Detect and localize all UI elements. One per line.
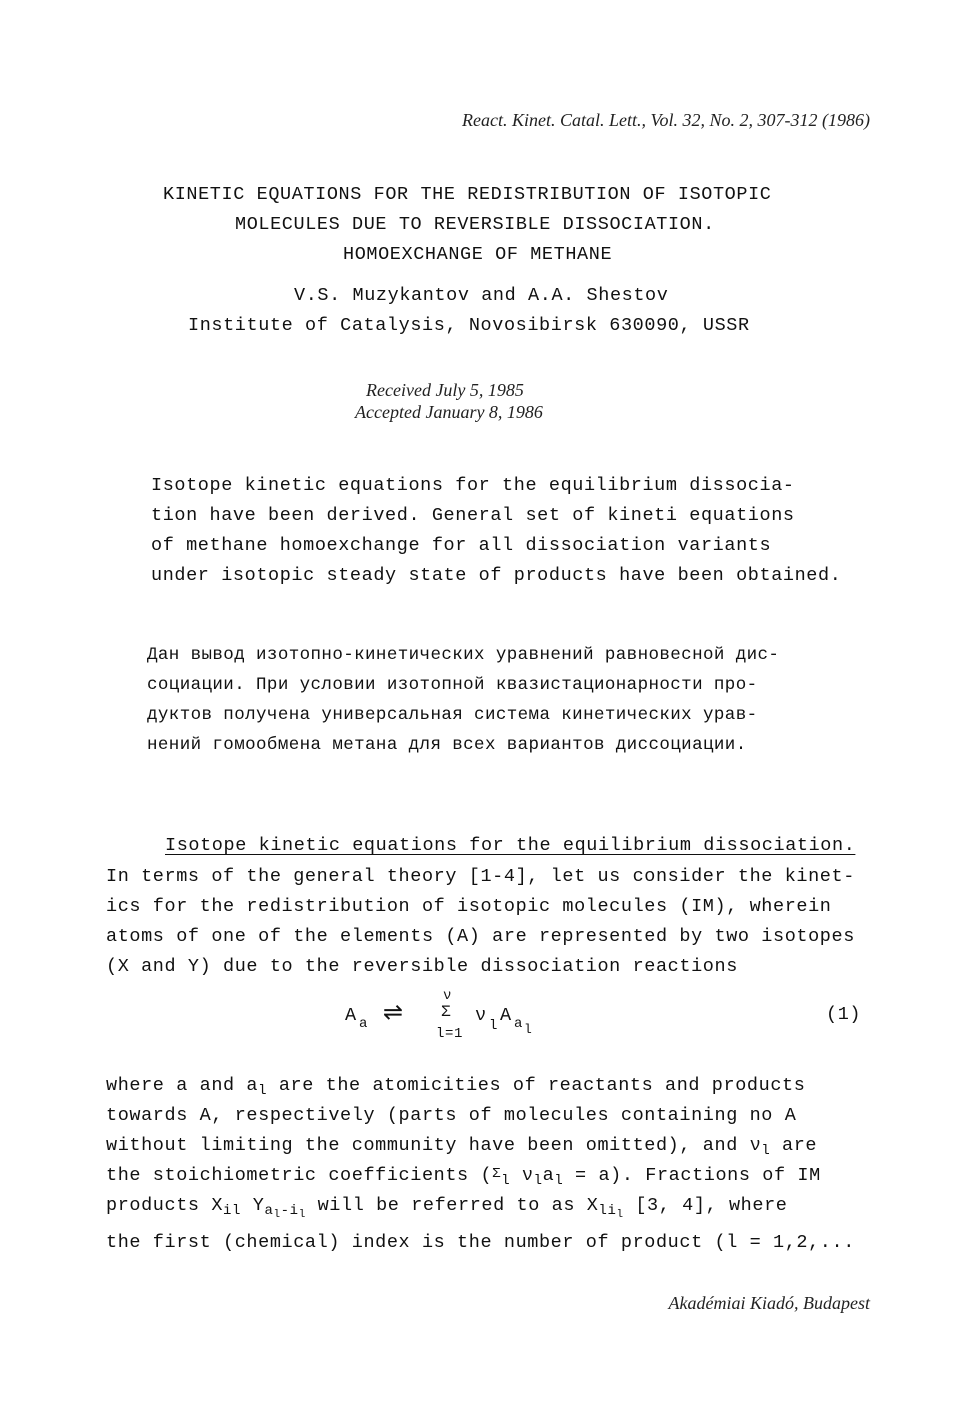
text: ν xyxy=(510,1165,534,1186)
eq-lhs: A xyxy=(345,1005,357,1026)
text: Y xyxy=(241,1195,265,1216)
text: where a and a xyxy=(106,1075,259,1096)
body-line-2: ics for the redistribution of isotopic molecules (IM), wherein xyxy=(106,896,832,917)
subscript: l xyxy=(258,1083,268,1099)
subscript xyxy=(264,1203,305,1219)
eq-coef: ν xyxy=(475,1005,487,1026)
eq-sum-top: ν xyxy=(443,988,453,1004)
subscript-part: l xyxy=(616,1209,624,1221)
title-line-1: KINETIC EQUATIONS FOR THE REDISTRIBUTION OF ISOTOPIC xyxy=(163,184,772,205)
accepted-date: Accepted January 8, 1986 xyxy=(355,402,543,422)
abstract-ru-line-2: социации. При условии изотопной квазистационарности про- xyxy=(147,675,758,695)
text: a xyxy=(542,1165,555,1186)
affiliation: Institute of Catalysis, Novosibirsk 630090, USSR xyxy=(188,315,750,336)
title-line-3: HOMOEXCHANGE OF METHANE xyxy=(343,244,613,265)
subscript: l xyxy=(533,1173,543,1189)
text: without limiting the community have been omitted), and ν xyxy=(106,1135,762,1156)
subscript xyxy=(598,1203,623,1219)
subscript-part: a xyxy=(264,1203,274,1219)
body-line-1: In terms of the general theory [1-4], let us consider the kinet- xyxy=(106,866,855,887)
abstract-en-line-3: of methane homoexchange for all dissociation variants xyxy=(151,535,772,556)
abstract-en-line-4: under isotopic steady state of products have been obtained. xyxy=(151,565,842,586)
text: products X xyxy=(106,1195,224,1216)
abstract-en-line-2: tion have been derived. General set of kineti equations xyxy=(151,505,795,526)
subscript: l xyxy=(501,1173,511,1189)
received-date: Received July 5, 1985 xyxy=(366,380,524,400)
subscript-part: l xyxy=(273,1209,281,1221)
abstract-ru-line-4: нений гомообмена метана для всех вариантов диссоциации. xyxy=(147,735,747,755)
eq-lhs-sub: a xyxy=(359,1016,369,1032)
journal-citation: React. Kinet. Catal. Lett., Vol. 32, No. 2, 307-312 (1986) xyxy=(462,110,870,130)
title-line-2: MOLECULES DUE TO REVERSIBLE DISSOCIATION. xyxy=(235,214,715,235)
subscript-part: -i xyxy=(280,1203,299,1219)
text: = a). Fractions of IM xyxy=(563,1165,821,1186)
text: will be referred to as X xyxy=(305,1195,599,1216)
eq-rhs-sub: a xyxy=(514,1016,524,1032)
eq-coef-sub: l xyxy=(489,1018,499,1034)
publisher: Akadémiai Kiadó, Budapest xyxy=(668,1293,870,1313)
subscript: l xyxy=(761,1143,771,1159)
abstract-ru-line-1: Дан вывод изотопно-кинетических уравнений равновесной дис- xyxy=(147,645,780,665)
eq-rhs-subsub: l xyxy=(524,1022,533,1037)
body-line-3: atoms of one of the elements (A) are represented by two isotopes xyxy=(106,926,855,947)
body-after-line-4 xyxy=(106,1165,821,1189)
abstract-ru-line-3: дуктов получена универсальная система кинетических урав- xyxy=(147,705,758,725)
text: are xyxy=(770,1135,818,1156)
text: are the atomicities of reactants and products xyxy=(267,1075,806,1096)
text: [3, 4], where xyxy=(623,1195,788,1216)
subscript-part: l xyxy=(298,1209,306,1221)
body-after-line-6: the first (chemical) index is the number of product (l = 1,2,... xyxy=(106,1232,855,1253)
abstract-en-line-1: Isotope kinetic equations for the equilibrium dissocia- xyxy=(151,475,795,496)
eq-sum-bottom: l=1 xyxy=(436,1026,464,1042)
body-after-line-3 xyxy=(106,1135,817,1159)
body-after-line-5 xyxy=(106,1195,787,1221)
subscript: il xyxy=(223,1203,242,1219)
text: the stoichiometric coefficients ( xyxy=(106,1165,493,1186)
eq-sum-symbol: Σ xyxy=(441,1003,452,1021)
body-after-line-1 xyxy=(106,1075,805,1099)
sigma-symbol: Σ xyxy=(492,1166,502,1182)
eq-number: (1) xyxy=(826,1004,862,1025)
subscript-part: li xyxy=(598,1203,617,1219)
body-after-line-2: towards A, respectively (parts of molecules containing no A xyxy=(106,1105,797,1126)
section-heading: Isotope kinetic equations for the equilibrium dissociation. xyxy=(165,835,856,856)
subscript: l xyxy=(554,1173,564,1189)
eq-reversible-arrows: ⇌ xyxy=(383,998,404,1026)
eq-rhs: A xyxy=(500,1005,512,1026)
body-line-4: (X and Y) due to the reversible dissociation reactions xyxy=(106,956,738,977)
authors: V.S. Muzykantov and A.A. Shestov xyxy=(294,285,669,306)
